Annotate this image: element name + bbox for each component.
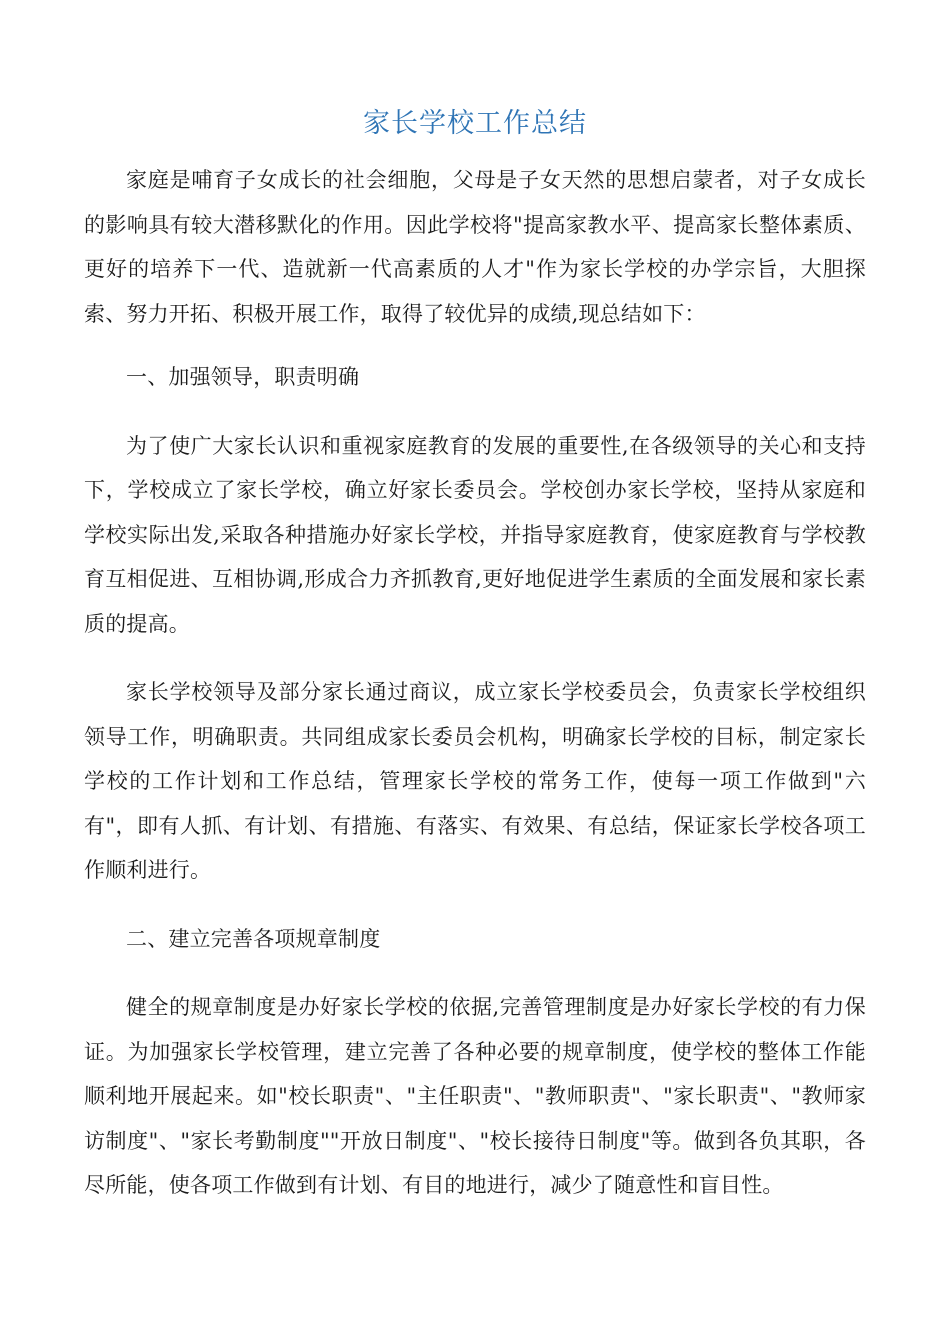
body-paragraph: 健全的规章制度是办好家长学校的依据,完善管理制度是办好家长学校的有力保证。为加强家长学校管理，建立完善了各种必要的规章制度，使学校的整体工作能顺利地开展起来。如"校长职责"、"主任职责"、"教师职责"、"家长职责"、"教师家访制度"、"家长考勤制度""开放日制度"、"校长接待日制度"等。做到各负其职，各尽所能，使各项工作做到有计划、有目的地进行，减少了随意性和盲目性。	[84, 995, 866, 1197]
body-paragraph: 为了使广大家长认识和重视家庭教育的发展的重要性,在各级领导的关心和支持下，学校成立了家长学校，确立好家长委员会。学校创办家长学校，坚持从家庭和学校实际出发,采取各种措施办好家长学校，并指导家庭教育，使家庭教育与学校教育互相促进、互相协调,形成合力齐抓教育,更好地促进学生素质的全面发展和家长素质的提高。	[84, 433, 866, 636]
document-title: 家长学校工作总结	[363, 108, 587, 139]
section-heading-2: 二、建立完善各项规章制度	[126, 926, 381, 951]
document-page	[84, 0, 866, 1208]
section-heading-1: 一、加强领导，职责明确	[126, 365, 360, 389]
body-paragraph: 家长学校领导及部分家长通过商议，成立家长学校委员会，负责家长学校组织领导工作，明确职责。共同组成家长委员会机构，明确家长学校的目标，制定家长学校的工作计划和工作总结，管理家长学校的常务工作，使每一项工作做到"六有"，即有人抓、有计划、有措施、有落实、有效果、有总结，保证家长学校各项工作顺利进行。	[84, 680, 866, 882]
intro-paragraph: 家庭是哺育子女成长的社会细胞，父母是子女天然的思想启蒙者，对子女成长的影响具有较大潜移默化的作用。因此学校将"提高家教水平、提高家长整体素质、更好的培养下一代、造就新一代高素质的人才"作为家长学校的办学宗旨，大胆探索、努力开拓、积极开展工作，取得了较优异的成绩,现总结如下：	[84, 168, 866, 326]
